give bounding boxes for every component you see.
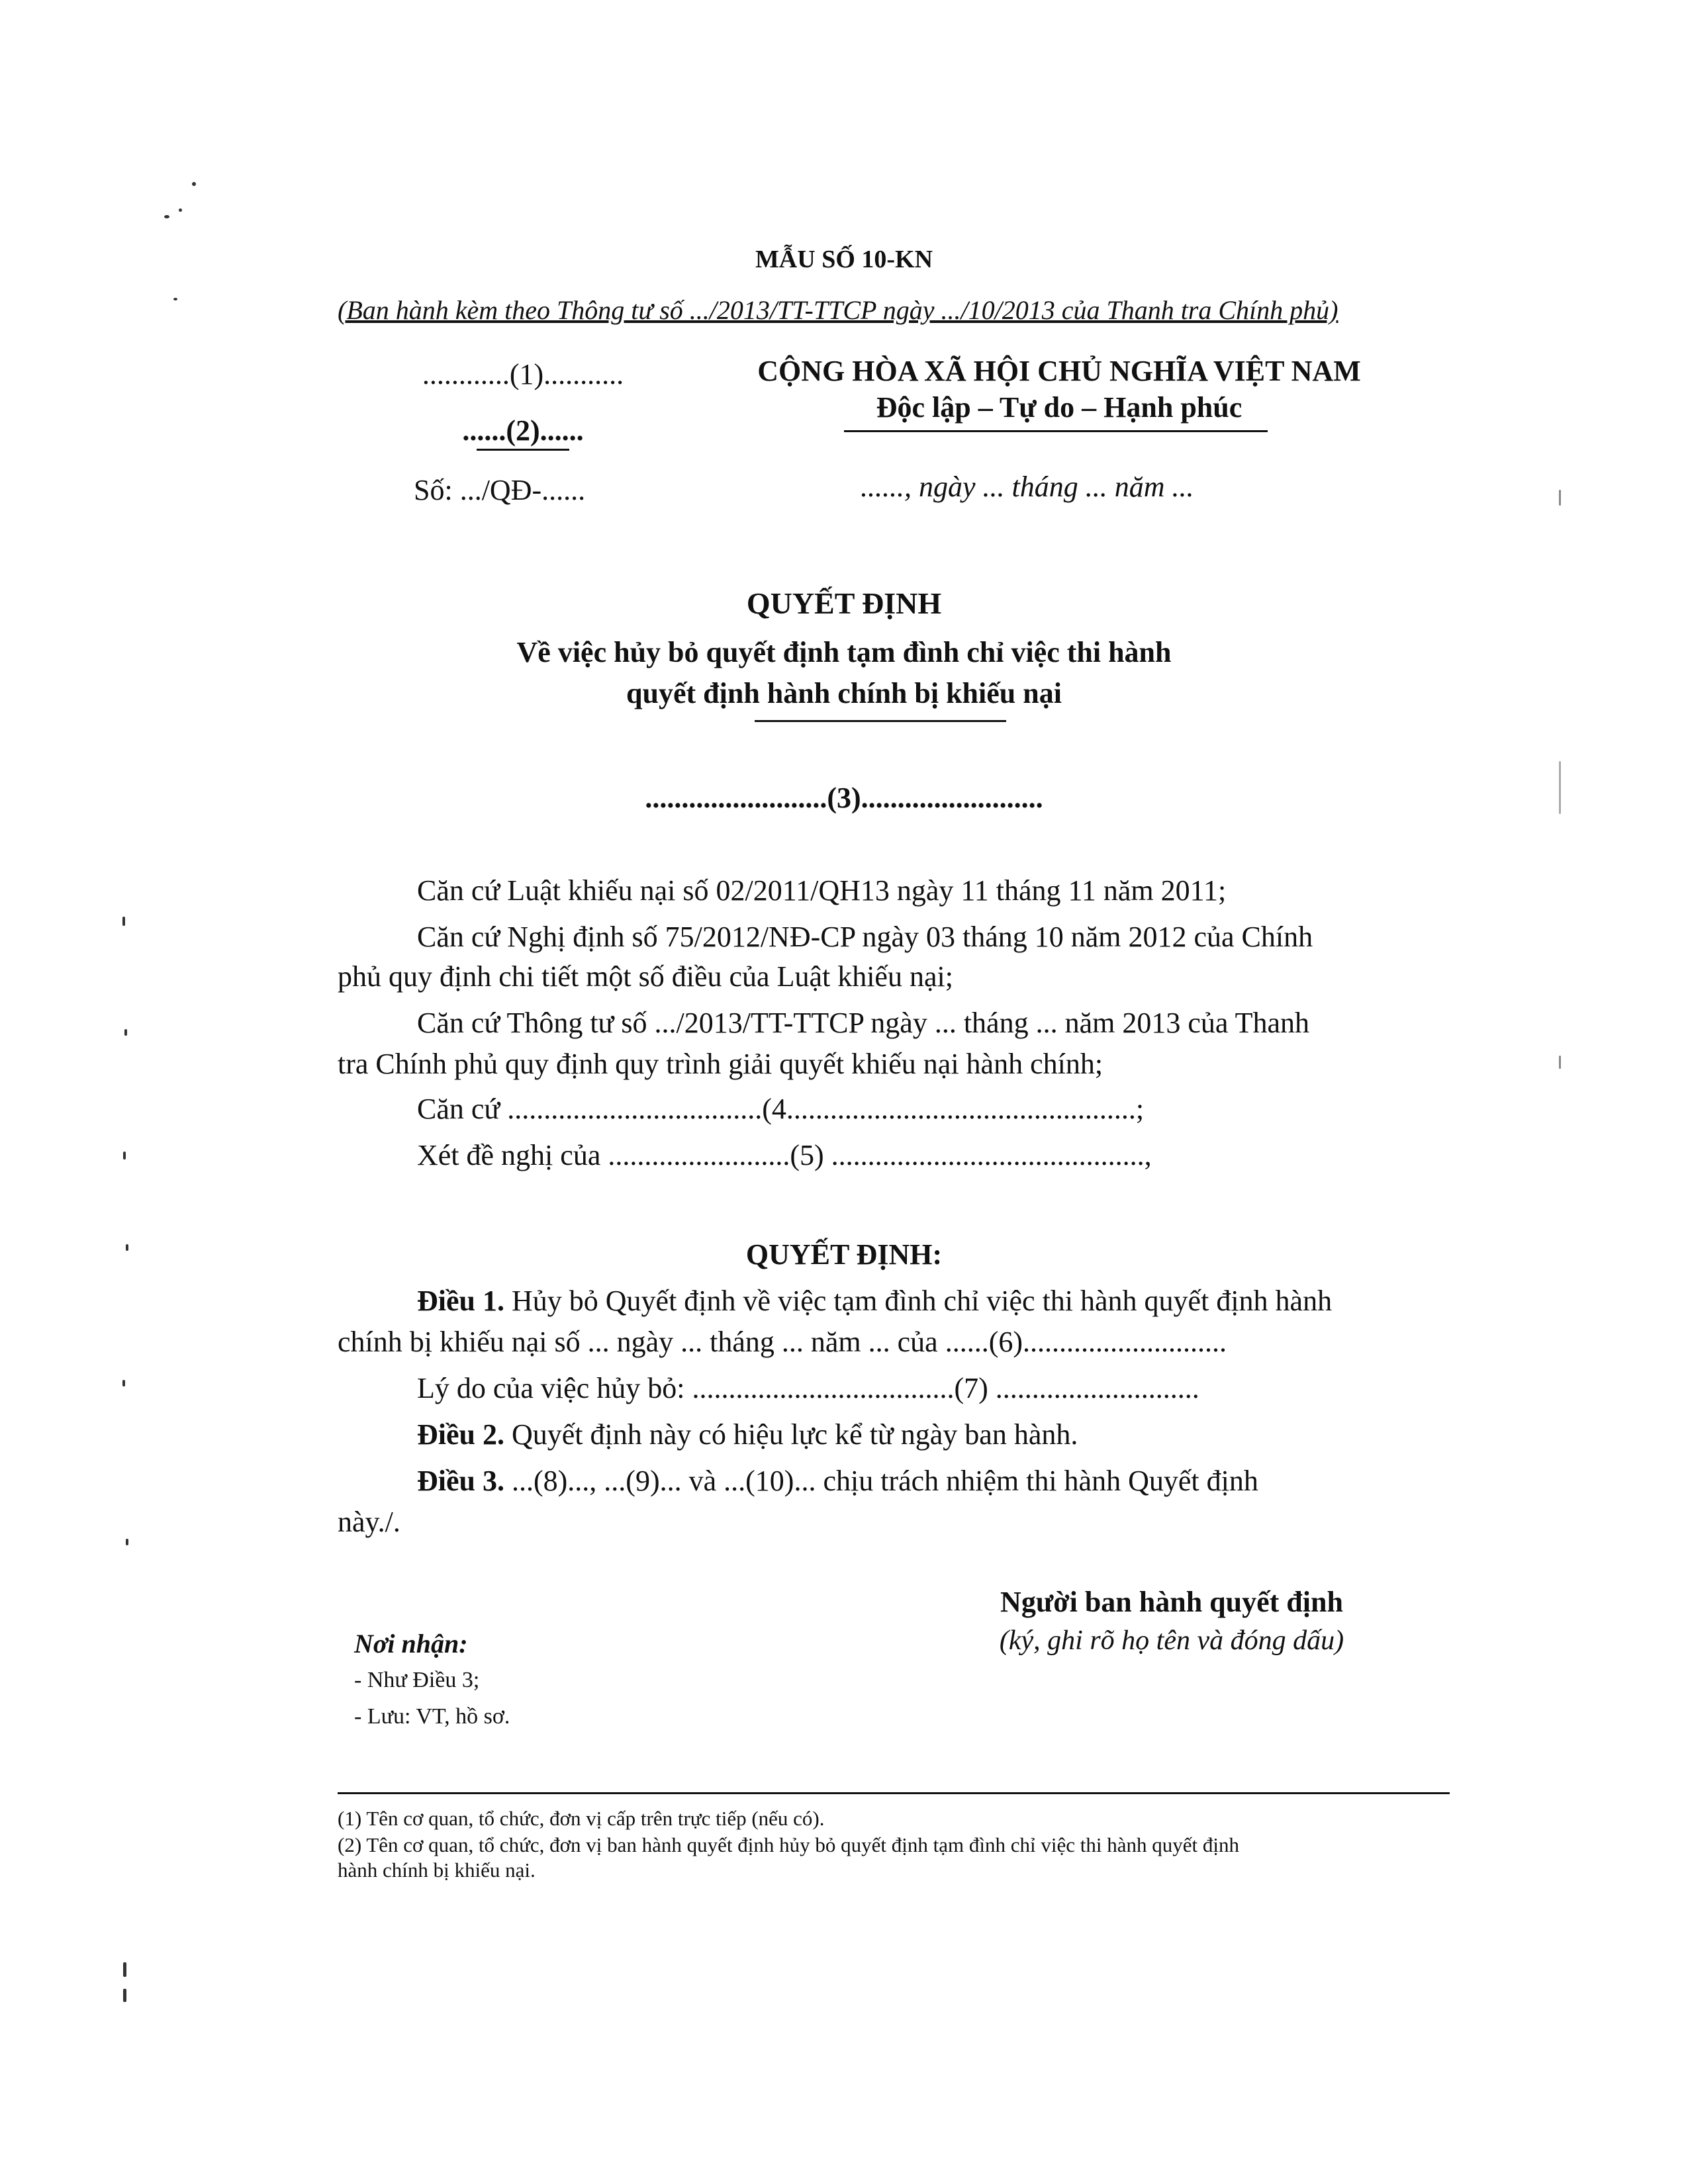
scan-speck bbox=[126, 1244, 128, 1251]
article-1-text: Hủy bỏ Quyết định về việc tạm đình chỉ việc thi hành quyết định hành bbox=[504, 1285, 1333, 1317]
footnote-2-line-1: (2) Tên cơ quan, tổ chức, đơn vị ban hành quyết định hủy bỏ quyết định tạm đình chỉ việc thi hành quyết định bbox=[338, 1833, 1239, 1856]
scan-speck bbox=[123, 1152, 126, 1160]
article-3-label: Điều 3. bbox=[417, 1465, 504, 1497]
article-1-line-1 bbox=[417, 1284, 1332, 1318]
article-2-label: Điều 2. bbox=[417, 1418, 504, 1451]
parent-agency-placeholder: ............(1)........... bbox=[422, 358, 624, 390]
issuing-agency-placeholder: ......(2)...... bbox=[462, 414, 584, 447]
scan-speck bbox=[122, 917, 125, 926]
subtitle-underline bbox=[755, 720, 1006, 722]
legal-basis-4: Căn cứ ...................................(4................................................; bbox=[417, 1093, 1145, 1125]
scan-speck bbox=[164, 215, 169, 218]
article-1-line-2: chính bị khiếu nại số ... ngày ... tháng ... năm ... của ......(6)............................ bbox=[338, 1326, 1227, 1358]
article-2-text: Quyết định này có hiệu lực kể từ ngày ban hành. bbox=[504, 1418, 1078, 1451]
decision-heading: QUYẾT ĐỊNH: bbox=[745, 1238, 943, 1271]
signer-note: (ký, ghi rõ họ tên và đóng dấu) bbox=[999, 1625, 1344, 1656]
issued-with-note: (Ban hành kèm theo Thông tư số .../2013/TT-TTCP ngày .../10/2013 của Thanh tra Chính phủ) bbox=[338, 295, 1338, 325]
scan-speck bbox=[1559, 761, 1561, 814]
signer-title: Người ban hành quyết định bbox=[1000, 1586, 1343, 1618]
national-motto: Độc lập – Tự do – Hạnh phúc bbox=[876, 391, 1243, 424]
legal-basis-3-line-1: Căn cứ Thông tư số .../2013/TT-TTCP ngày ... tháng ... năm 2013 của Thanh bbox=[417, 1007, 1309, 1039]
article-1-label: Điều 1. bbox=[417, 1285, 504, 1317]
scan-speck bbox=[126, 1539, 128, 1545]
recipient-item: - Lưu: VT, hồ sơ. bbox=[354, 1704, 510, 1729]
document-subtitle-line-1: Về việc hủy bỏ quyết định tạm đình chỉ việc thi hành bbox=[516, 636, 1172, 668]
issuer-placeholder: .........................(3)......................... bbox=[645, 782, 1043, 814]
footnote-divider bbox=[338, 1792, 1450, 1794]
article-3-text: ...(8)..., ...(9)... và ...(10)... chịu trách nhiệm thi hành Quyết định bbox=[504, 1465, 1258, 1497]
legal-basis-1: Căn cứ Luật khiếu nại số 02/2011/QH13 ngày 11 tháng 11 năm 2011; bbox=[417, 874, 1227, 907]
cancellation-reason: Lý do của việc hủy bỏ: ....................................(7) ............................ bbox=[417, 1372, 1199, 1404]
agency-underline bbox=[477, 449, 569, 451]
footnote-2-line-2: hành chính bị khiếu nại. bbox=[338, 1858, 536, 1882]
document-title: QUYẾT ĐỊNH bbox=[746, 586, 942, 620]
national-title: CỘNG HÒA XÃ HỘI CHỦ NGHĨA VIỆT NAM bbox=[757, 355, 1361, 387]
legal-basis-2-line-1: Căn cứ Nghị định số 75/2012/NĐ-CP ngày 03 tháng 10 năm 2012 của Chính bbox=[417, 921, 1313, 953]
form-code: MẪU SỐ 10-KN bbox=[755, 246, 933, 273]
scan-speck bbox=[123, 1989, 126, 2002]
recipients-heading: Nơi nhận: bbox=[354, 1629, 468, 1659]
scan-speck bbox=[173, 298, 177, 300]
scan-speck bbox=[123, 1962, 126, 1977]
document-number: Số: .../QĐ-...... bbox=[414, 474, 586, 506]
scan-speck bbox=[1559, 1056, 1561, 1069]
scan-speck bbox=[122, 1380, 125, 1387]
scan-speck bbox=[1559, 490, 1561, 506]
article-3-line-2: này./. bbox=[338, 1506, 400, 1538]
scan-speck bbox=[179, 208, 182, 212]
footnote-1: (1) Tên cơ quan, tổ chức, đơn vị cấp trên trực tiếp (nếu có). bbox=[338, 1807, 825, 1830]
place-and-date: ......, ngày ... tháng ... năm ... bbox=[861, 471, 1194, 503]
article-2 bbox=[417, 1418, 1078, 1451]
legal-basis-2-line-2: phủ quy định chi tiết một số điều của Luật khiếu nại; bbox=[338, 960, 953, 993]
scan-speck bbox=[124, 1029, 127, 1036]
motto-underline bbox=[844, 430, 1268, 432]
article-3-line-1 bbox=[417, 1464, 1258, 1498]
legal-basis-3-line-2: tra Chính phủ quy định quy trình giải quyết khiếu nại hành chính; bbox=[338, 1048, 1103, 1080]
proposal-basis: Xét đề nghị của .........................(5) ..........................................., bbox=[417, 1139, 1152, 1171]
document-subtitle-line-2: quyết định hành chính bị khiếu nại bbox=[626, 677, 1062, 709]
recipient-item: - Như Điều 3; bbox=[354, 1668, 480, 1692]
scan-speck bbox=[192, 182, 196, 186]
